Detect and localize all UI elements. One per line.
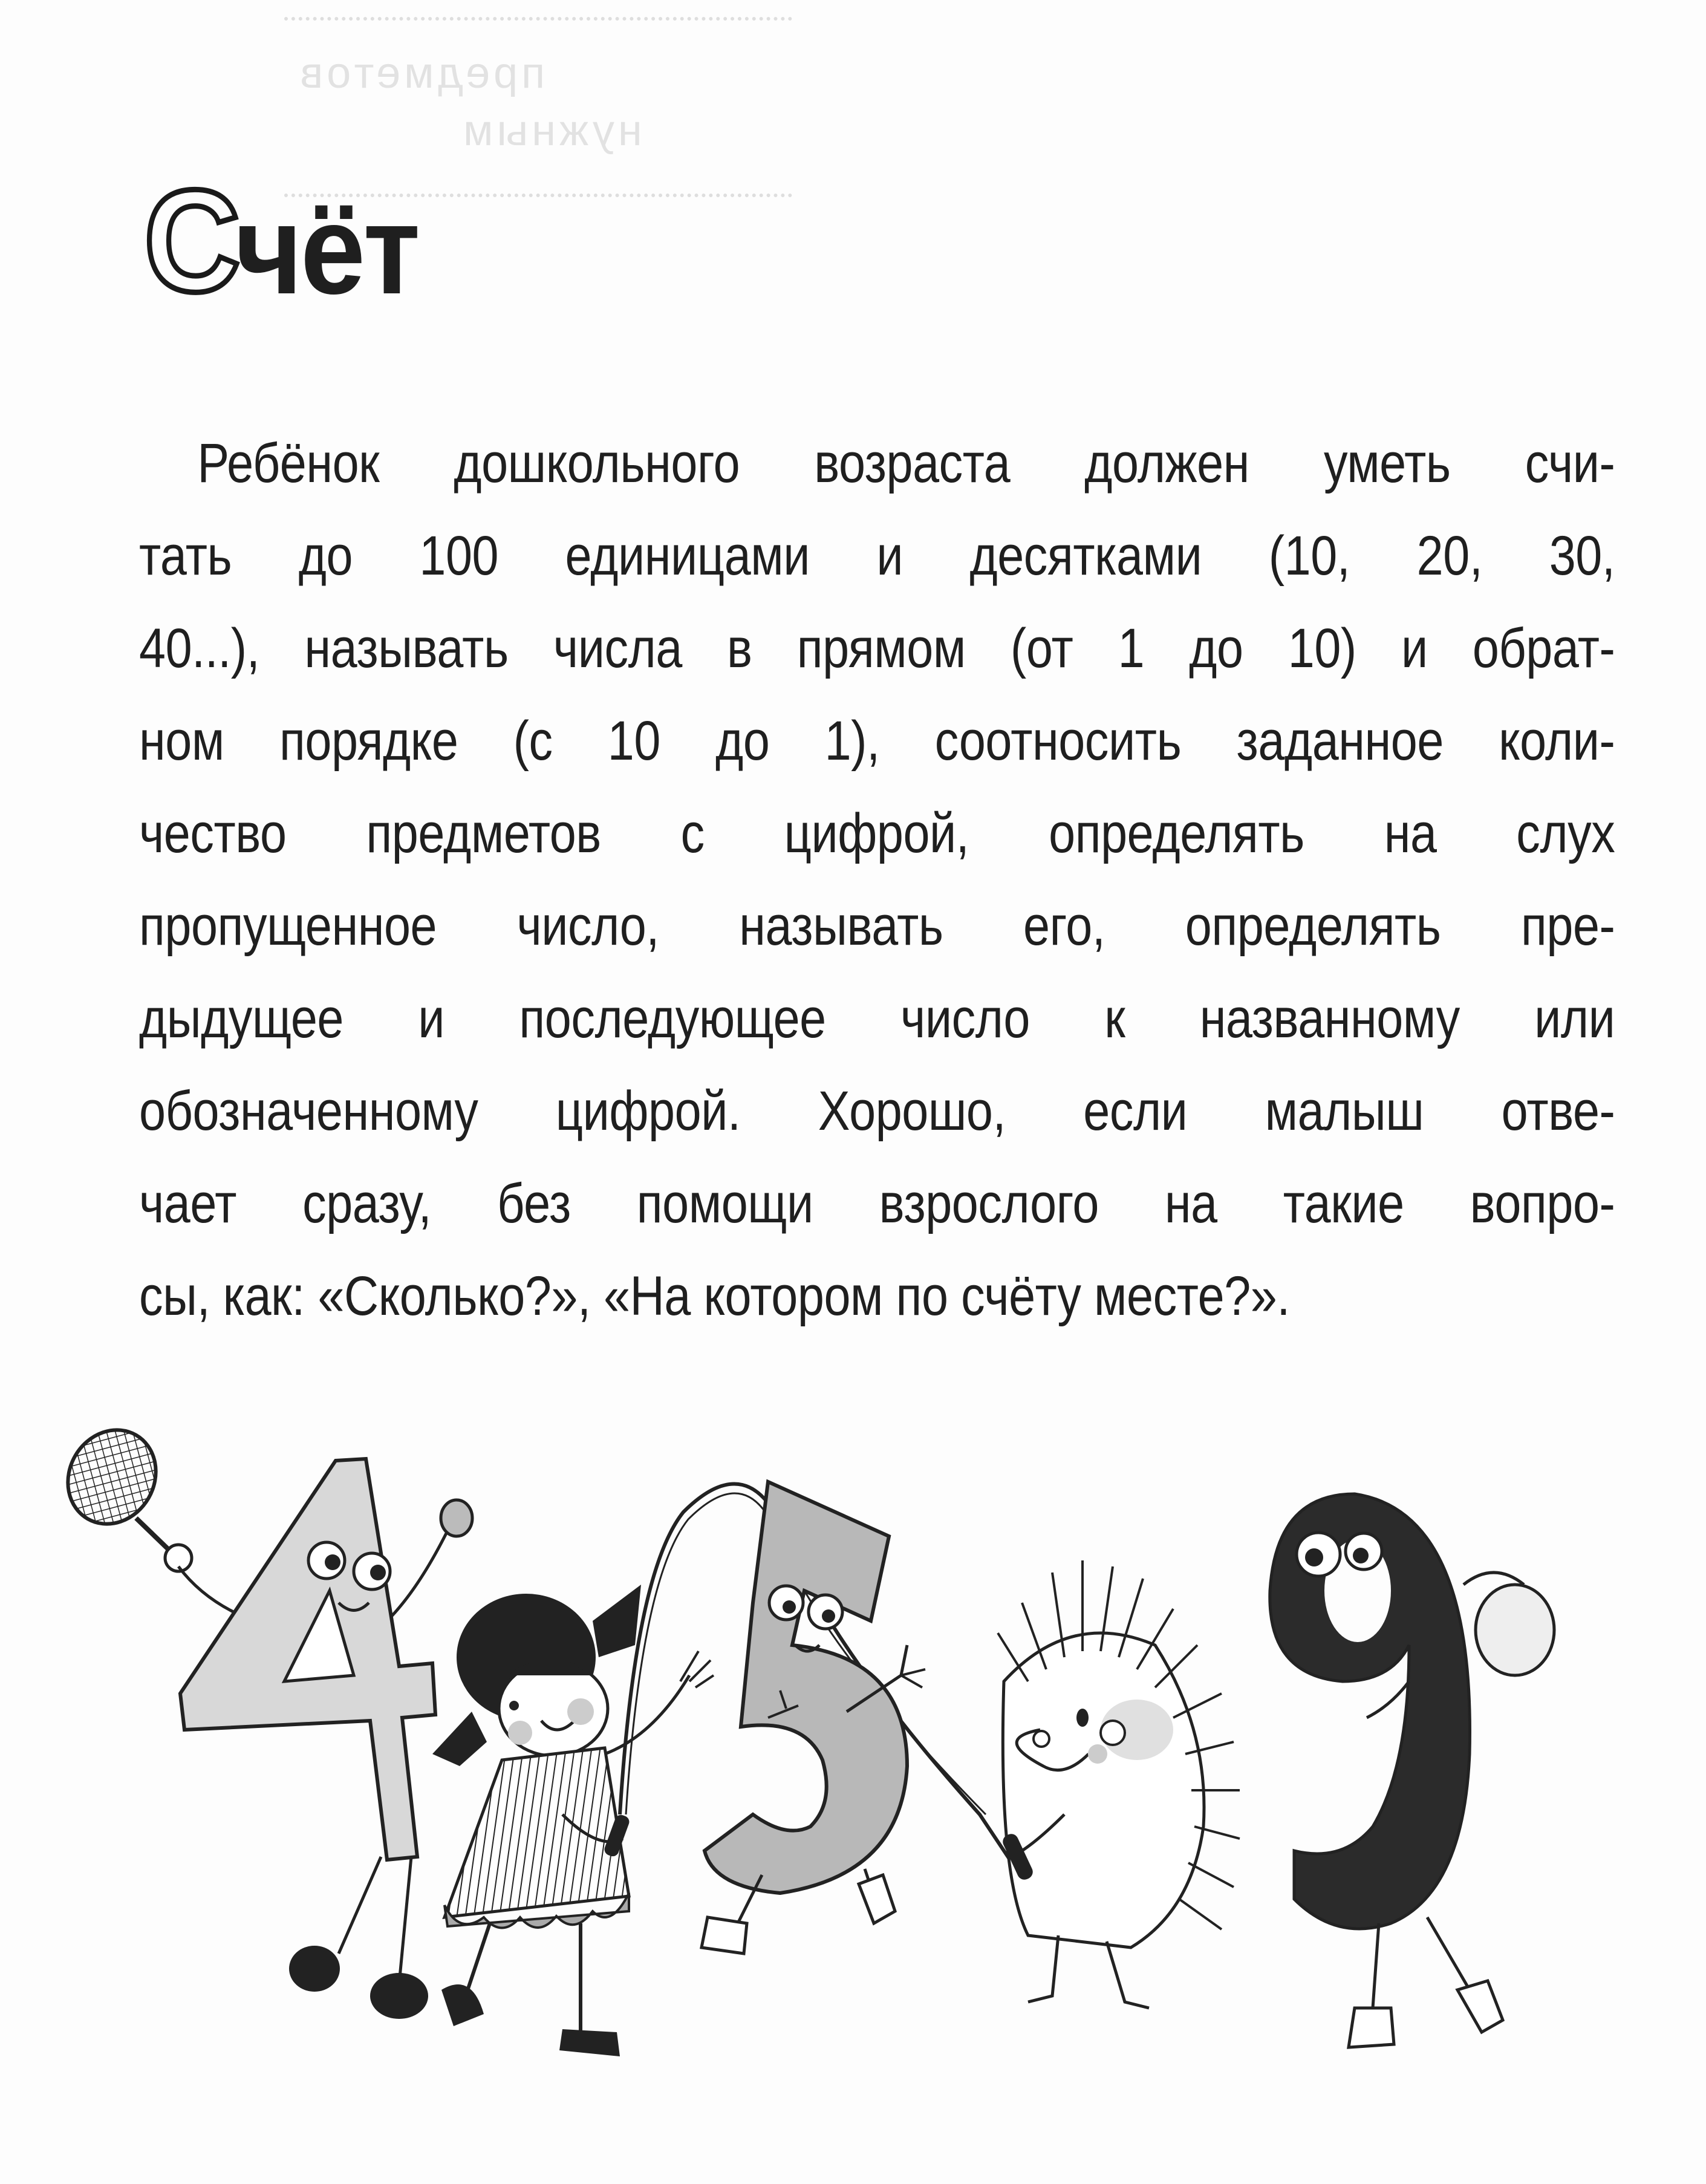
body-paragraph	[139, 417, 1615, 1343]
paragraph-line: ном порядке (с 10 до 1), соотносить заданное коли-	[139, 710, 1615, 772]
bleed-through-text: нужным	[460, 106, 642, 155]
backpack-icon	[1476, 1585, 1554, 1675]
paragraph-line: чает сразу, без помощи взрослого на такие вопро-	[139, 1173, 1615, 1234]
number-4-character	[51, 1414, 472, 2019]
paragraph-line: тать до 100 единицами и десятками (10, 20, 30,	[139, 525, 1615, 587]
girl-character	[432, 1585, 714, 2056]
paragraph-line: пропущенное число, называть его, определять пре-	[139, 895, 1615, 957]
heading-dropcap: С	[144, 160, 238, 322]
counting-illustration	[0, 1391, 1706, 2181]
tennis-ball-icon	[441, 1500, 472, 1536]
hedgehog-character	[998, 1560, 1240, 2008]
paragraph-line: сы, как: «Сколько?», «На котором по счёту месте?».	[139, 1265, 1290, 1327]
bleed-through-dots-top	[284, 17, 792, 21]
paragraph-line: чество предметов с цифрой, определять на слух	[139, 803, 1615, 864]
heading-rest: чёт	[235, 178, 418, 321]
paragraph-line: дыдущее и последующее число к названному или	[139, 988, 1615, 1049]
tennis-racket-icon	[51, 1414, 192, 1571]
bleed-through-text: предметов	[296, 49, 545, 97]
paragraph-line: 40...), называть числа в прямом (от 1 до 10) и обрат-	[139, 618, 1615, 679]
number-9-character	[1270, 1494, 1554, 2047]
page-heading	[144, 160, 418, 322]
paragraph-line: обозначенному цифрой. Хорошо, если малыш отве-	[139, 1080, 1615, 1142]
number-5-character	[702, 1482, 925, 1954]
paragraph-line: Ребёнок дошкольного возраста должен уметь счи-	[197, 432, 1615, 494]
